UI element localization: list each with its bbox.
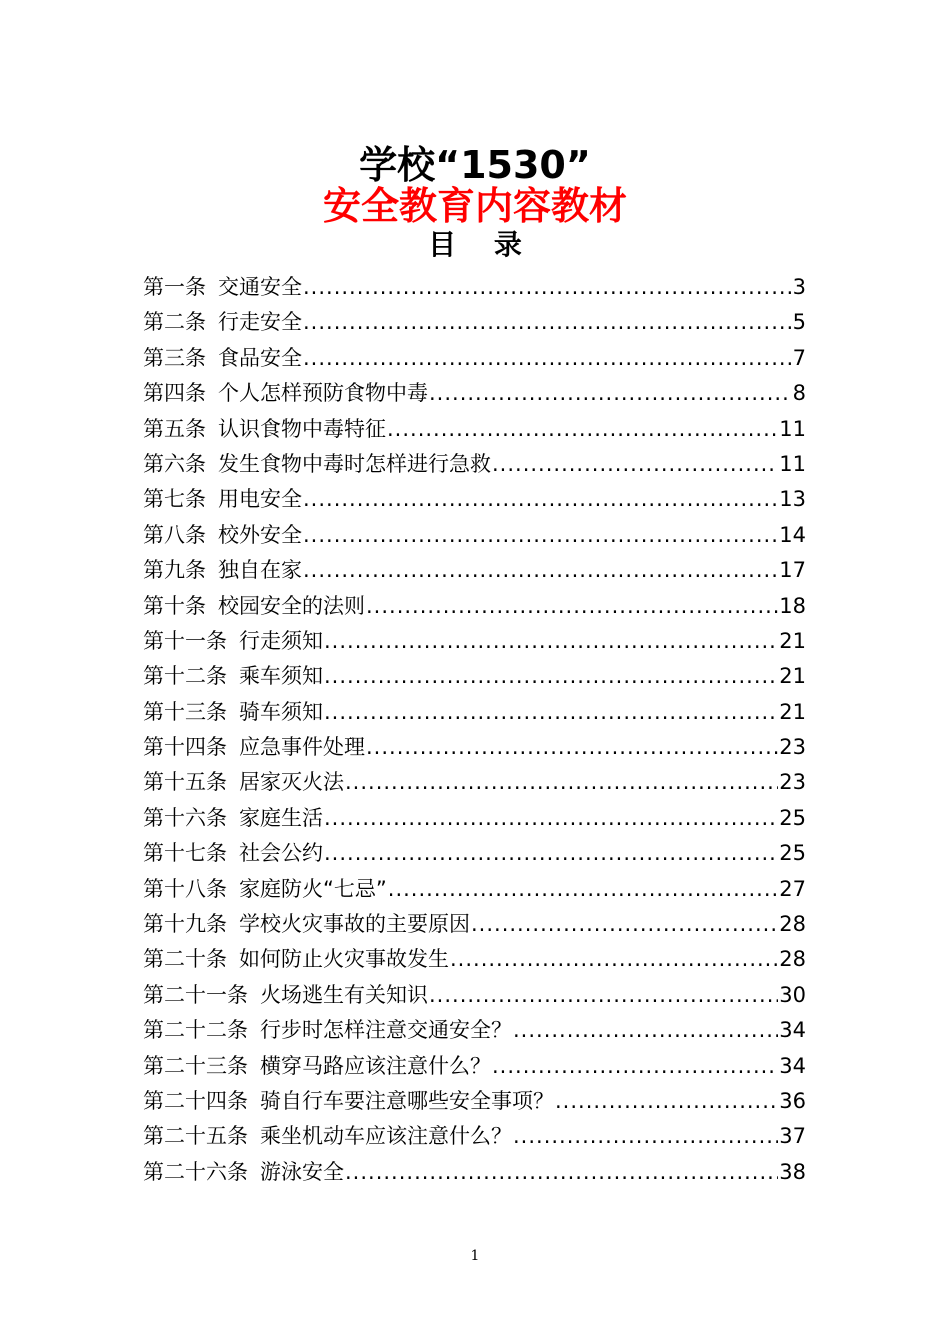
toc-entry-page: 38 xyxy=(779,1159,806,1184)
toc-entry-title: 居家灭火法 xyxy=(239,770,344,795)
toc-entry-page: 23 xyxy=(779,735,806,760)
toc-entry-number: 第五条 xyxy=(143,416,206,441)
toc-entry-number: 第十一条 xyxy=(143,628,227,653)
toc-dot-leader xyxy=(388,872,779,907)
toc-entry-number: 第二十五条 xyxy=(143,1124,248,1149)
toc-entry[interactable] xyxy=(143,589,806,624)
toc-entry-title: 认识食物中毒特征 xyxy=(218,416,386,441)
toc-entry-title: 独自在家 xyxy=(218,558,302,583)
toc-entry-number: 第二十四条 xyxy=(143,1088,248,1113)
toc-entry-page: 11 xyxy=(779,451,806,476)
toc-entry-number: 第十四条 xyxy=(143,735,227,760)
toc-entry-page: 18 xyxy=(779,593,806,618)
toc-dot-leader xyxy=(303,518,778,553)
toc-entry-title: 骑自行车要注意哪些安全事项？ xyxy=(260,1088,554,1113)
toc-entry[interactable] xyxy=(143,624,806,659)
toc-entry[interactable] xyxy=(143,836,806,871)
toc-entry[interactable] xyxy=(143,730,806,765)
toc-entry-number: 第八条 xyxy=(143,522,206,547)
toc-entry-number: 第一条 xyxy=(143,275,206,299)
toc-dot-leader xyxy=(303,341,792,376)
toc-entry-number: 第二十六条 xyxy=(143,1159,248,1184)
toc-dot-leader xyxy=(492,1049,778,1084)
toc-entry[interactable] xyxy=(143,1049,806,1084)
toc-entry[interactable] xyxy=(143,412,806,447)
toc-entry-title: 行步时怎样注意交通安全？ xyxy=(260,1018,512,1043)
toc-dot-leader xyxy=(345,765,778,800)
toc-entry-page: 17 xyxy=(779,558,806,583)
toc-entry-page: 5 xyxy=(792,310,806,335)
toc-entry-title: 乘车须知 xyxy=(239,664,323,689)
toc-entry[interactable] xyxy=(143,482,806,517)
table-of-contents xyxy=(143,270,806,1190)
toc-entry[interactable] xyxy=(143,1013,806,1048)
toc-entry-title: 校外安全 xyxy=(218,522,302,547)
toc-dot-leader xyxy=(324,695,778,730)
toc-entry-number: 第二十二条 xyxy=(143,1018,248,1043)
toc-entry-title: 个人怎样预防食物中毒 xyxy=(218,381,428,406)
toc-entry[interactable] xyxy=(143,1119,806,1154)
toc-entry-page: 21 xyxy=(779,699,806,724)
toc-entry-number: 第十三条 xyxy=(143,699,227,724)
toc-entry-title: 火场逃生有关知识 xyxy=(260,982,428,1007)
toc-entry-title: 交通安全 xyxy=(218,275,302,299)
toc-dot-leader xyxy=(303,270,792,305)
toc-entry[interactable] xyxy=(143,765,806,800)
page-number: 1 xyxy=(470,1248,480,1264)
toc-entry-number: 第二十三条 xyxy=(143,1053,248,1078)
toc-entry-number: 第十九条 xyxy=(143,912,227,937)
toc-dot-leader xyxy=(513,1013,778,1048)
toc-dot-leader xyxy=(471,907,778,942)
toc-dot-leader xyxy=(324,624,778,659)
toc-entry-number: 第三条 xyxy=(143,345,206,370)
toc-dot-leader xyxy=(303,553,778,588)
toc-entry[interactable] xyxy=(143,801,806,836)
toc-entry-title: 如何防止火灾事故发生 xyxy=(239,947,449,972)
toc-entry[interactable] xyxy=(143,695,806,730)
toc-entry-title: 用电安全 xyxy=(218,487,302,512)
toc-entry[interactable] xyxy=(143,942,806,977)
toc-entry-title: 校园安全的法则 xyxy=(218,593,365,618)
toc-dot-leader xyxy=(555,1084,778,1119)
toc-entry-title: 家庭防火“七忌” xyxy=(239,876,387,901)
toc-dot-leader xyxy=(492,447,778,482)
toc-entry-page: 11 xyxy=(779,416,806,441)
toc-entry-number: 第九条 xyxy=(143,558,206,583)
document-title-line2: 安全教育内容教材 xyxy=(322,184,627,228)
toc-dot-leader xyxy=(324,836,778,871)
toc-entry-page: 36 xyxy=(779,1088,806,1113)
toc-entry[interactable] xyxy=(143,518,806,553)
toc-entry-title: 家庭生活 xyxy=(239,805,323,830)
toc-entry-number: 第七条 xyxy=(143,487,206,512)
toc-entry-page: 30 xyxy=(779,982,806,1007)
toc-dot-leader xyxy=(513,1119,778,1154)
toc-heading: 目 录 xyxy=(428,228,536,261)
toc-entry-number: 第十五条 xyxy=(143,770,227,795)
toc-entry[interactable] xyxy=(143,447,806,482)
toc-entry-number: 第十二条 xyxy=(143,664,227,689)
toc-dot-leader xyxy=(450,942,778,977)
toc-entry[interactable] xyxy=(143,978,806,1013)
toc-entry-title: 乘坐机动车应该注意什么？ xyxy=(260,1124,512,1149)
toc-entry-title: 发生食物中毒时怎样进行急救 xyxy=(218,451,491,476)
toc-entry-page: 3 xyxy=(792,275,806,299)
toc-entry-title: 社会公约 xyxy=(239,841,323,866)
toc-dot-leader xyxy=(429,376,792,411)
toc-entry[interactable] xyxy=(143,305,806,340)
toc-dot-leader xyxy=(366,589,778,624)
document-title-line1: 学校“1530” xyxy=(359,143,591,187)
toc-entry-title: 学校火灾事故的主要原因 xyxy=(239,912,470,937)
toc-entry[interactable] xyxy=(143,270,806,305)
toc-entry[interactable] xyxy=(143,341,806,376)
toc-dot-leader xyxy=(345,1155,778,1190)
toc-entry[interactable] xyxy=(143,659,806,694)
toc-entry[interactable] xyxy=(143,1155,806,1190)
toc-entry[interactable] xyxy=(143,1084,806,1119)
toc-entry-page: 21 xyxy=(779,628,806,653)
toc-entry-number: 第十六条 xyxy=(143,805,227,830)
toc-entry-number: 第二十条 xyxy=(143,947,227,972)
toc-entry-number: 第十八条 xyxy=(143,876,227,901)
toc-entry[interactable] xyxy=(143,872,806,907)
toc-entry-page: 37 xyxy=(779,1124,806,1149)
toc-entry-page: 7 xyxy=(792,345,806,370)
toc-entry-page: 28 xyxy=(779,912,806,937)
toc-entry-page: 8 xyxy=(792,381,806,406)
toc-entry-title: 行走安全 xyxy=(218,310,302,335)
toc-entry-title: 食品安全 xyxy=(218,345,302,370)
toc-entry-title: 骑车须知 xyxy=(239,699,323,724)
toc-dot-leader xyxy=(366,730,778,765)
toc-entry-page: 28 xyxy=(779,947,806,972)
toc-entry-number: 第二十一条 xyxy=(143,982,248,1007)
toc-dot-leader xyxy=(324,659,778,694)
toc-entry-page: 34 xyxy=(779,1053,806,1078)
toc-dot-leader xyxy=(303,482,778,517)
toc-entry-page: 25 xyxy=(779,841,806,866)
toc-entry-title: 横穿马路应该注意什么？ xyxy=(260,1053,491,1078)
toc-entry-title: 游泳安全 xyxy=(260,1159,344,1184)
toc-dot-leader xyxy=(303,305,792,340)
toc-entry-title: 行走须知 xyxy=(239,628,323,653)
toc-entry-number: 第十七条 xyxy=(143,841,227,866)
toc-entry-page: 25 xyxy=(779,805,806,830)
toc-dot-leader xyxy=(324,801,778,836)
toc-entry-number: 第二条 xyxy=(143,310,206,335)
toc-dot-leader xyxy=(429,978,778,1013)
toc-entry-page: 21 xyxy=(779,664,806,689)
toc-entry-number: 第十条 xyxy=(143,593,206,618)
toc-entry[interactable] xyxy=(143,376,806,411)
toc-entry-page: 13 xyxy=(779,487,806,512)
toc-entry-page: 27 xyxy=(779,876,806,901)
toc-entry-page: 34 xyxy=(779,1018,806,1043)
toc-entry-number: 第四条 xyxy=(143,381,206,406)
toc-entry-page: 23 xyxy=(779,770,806,795)
toc-entry-page: 14 xyxy=(779,522,806,547)
toc-dot-leader xyxy=(387,412,778,447)
toc-entry-title: 应急事件处理 xyxy=(239,735,365,760)
toc-entry-number: 第六条 xyxy=(143,451,206,476)
toc-entry[interactable] xyxy=(143,553,806,588)
toc-entry[interactable] xyxy=(143,907,806,942)
